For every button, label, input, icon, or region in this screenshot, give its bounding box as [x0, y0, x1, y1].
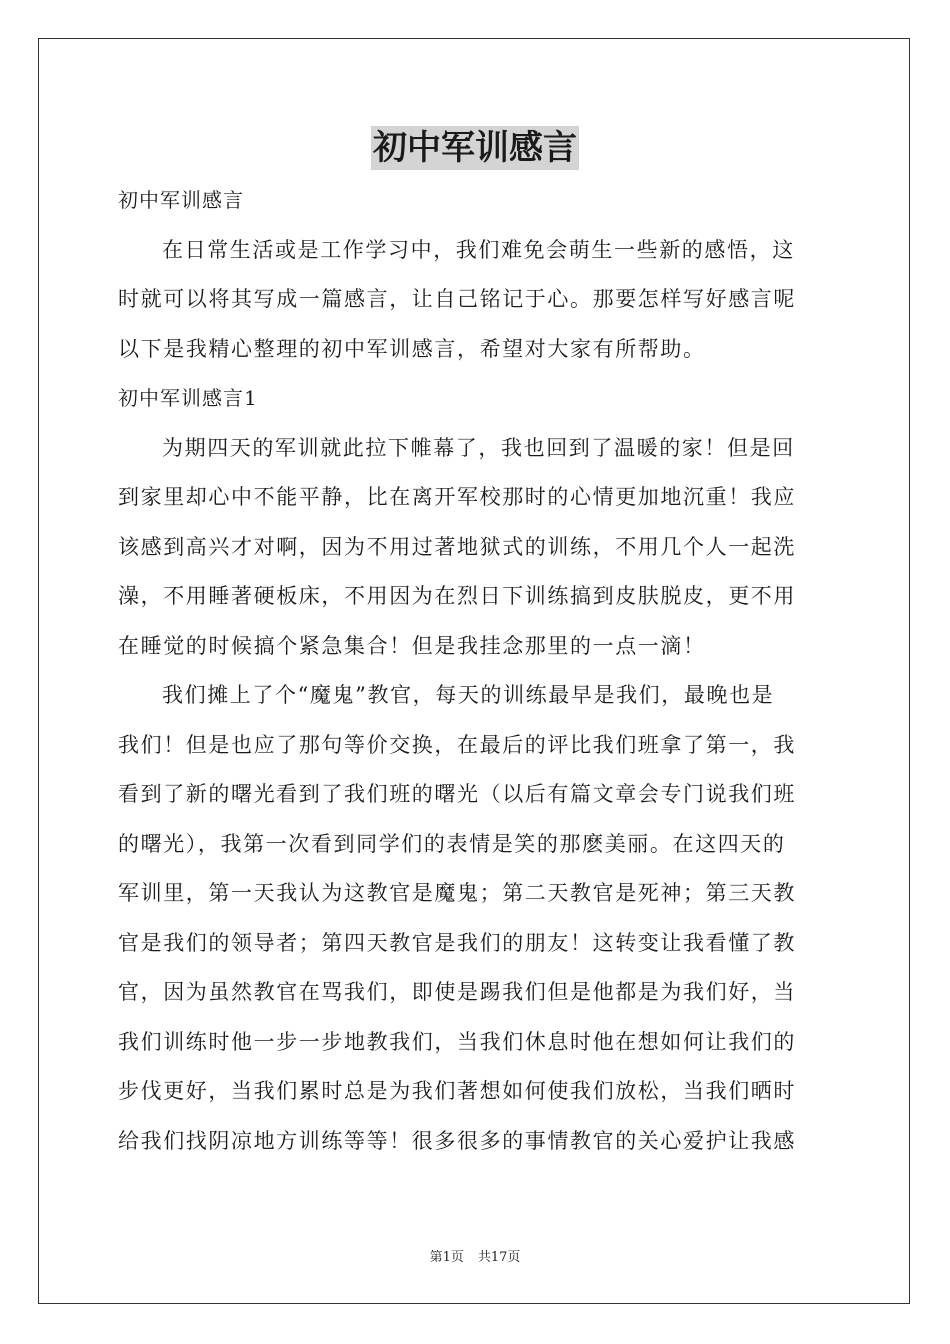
subtitle-line: 初中军训感言	[118, 188, 244, 212]
section-heading: 初中军训感言1	[118, 386, 258, 410]
paragraph-line: 看到了新的曙光看到了我们班的曙光（以后有篇文章会专门说我们班	[118, 782, 796, 806]
paragraph-line: 该感到高兴才对啊，因为不用过著地狱式的训练，不用几个人一起洗	[118, 534, 796, 559]
paragraph-line: 到家里却心中不能平静，比在离开军校那时的心情更加地沉重！我应	[118, 485, 796, 509]
paragraph-line: 官是我们的领导者；第四天教官是我们的朋友！这转变让我看懂了教	[118, 930, 796, 955]
document-title	[0, 126, 950, 170]
paragraph-line: 军训里，第一天我认为这教官是魔鬼；第二天教官是死神；第三天教	[118, 881, 796, 905]
paragraph-line: 给我们找阴凉地方训练等等！很多很多的事情教官的关心爱护让我感	[118, 1128, 796, 1153]
paragraph-line: 我们摊上了个“魔鬼”教官，每天的训练最早是我们，最晚也是	[162, 683, 775, 707]
page-total: 共17页	[477, 1250, 521, 1265]
paragraph-line: 官，因为虽然教官在骂我们，即使是踢我们但是他都是为我们好，当	[118, 980, 796, 1004]
document-title-text: 初中军训感言	[373, 128, 577, 168]
paragraph-line: 为期四天的军训就此拉下帷幕了，我也回到了温暖的家！但是回	[162, 435, 795, 460]
paragraph-line: 的曙光），我第一次看到同学们的表情是笑的那麽美丽。在这四天的	[118, 831, 786, 856]
paragraph-line: 步伐更好，当我们累时总是为我们著想如何使我们放松，当我们晒时	[118, 1079, 796, 1103]
paragraph-line: 在日常生活或是工作学习中，我们难免会萌生一些新的感悟，这	[162, 237, 795, 262]
page-footer	[0, 1246, 950, 1265]
paragraph-line: 我们训练时他一步一步地教我们，当我们休息时他在想如何让我们的	[118, 1029, 796, 1054]
paragraph-line: 时就可以将其写成一篇感言，让自己铭记于心。那要怎样写好感言呢	[118, 287, 796, 311]
page-number: 第1页	[429, 1250, 464, 1265]
paragraph-line: 我们！但是也应了那句等价交换，在最后的评比我们班拿了第一，我	[118, 732, 796, 757]
paragraph-line: 在睡觉的时候搞个紧急集合！但是我挂念那里的一点一滴！	[118, 633, 706, 658]
paragraph-line: 澡，不用睡著硬板床，不用因为在烈日下训练搞到皮肤脱皮，更不用	[118, 584, 796, 608]
paragraph-line: 以下是我精心整理的初中军训感言，希望对大家有所帮助。	[118, 336, 706, 361]
document-body	[118, 176, 834, 1166]
